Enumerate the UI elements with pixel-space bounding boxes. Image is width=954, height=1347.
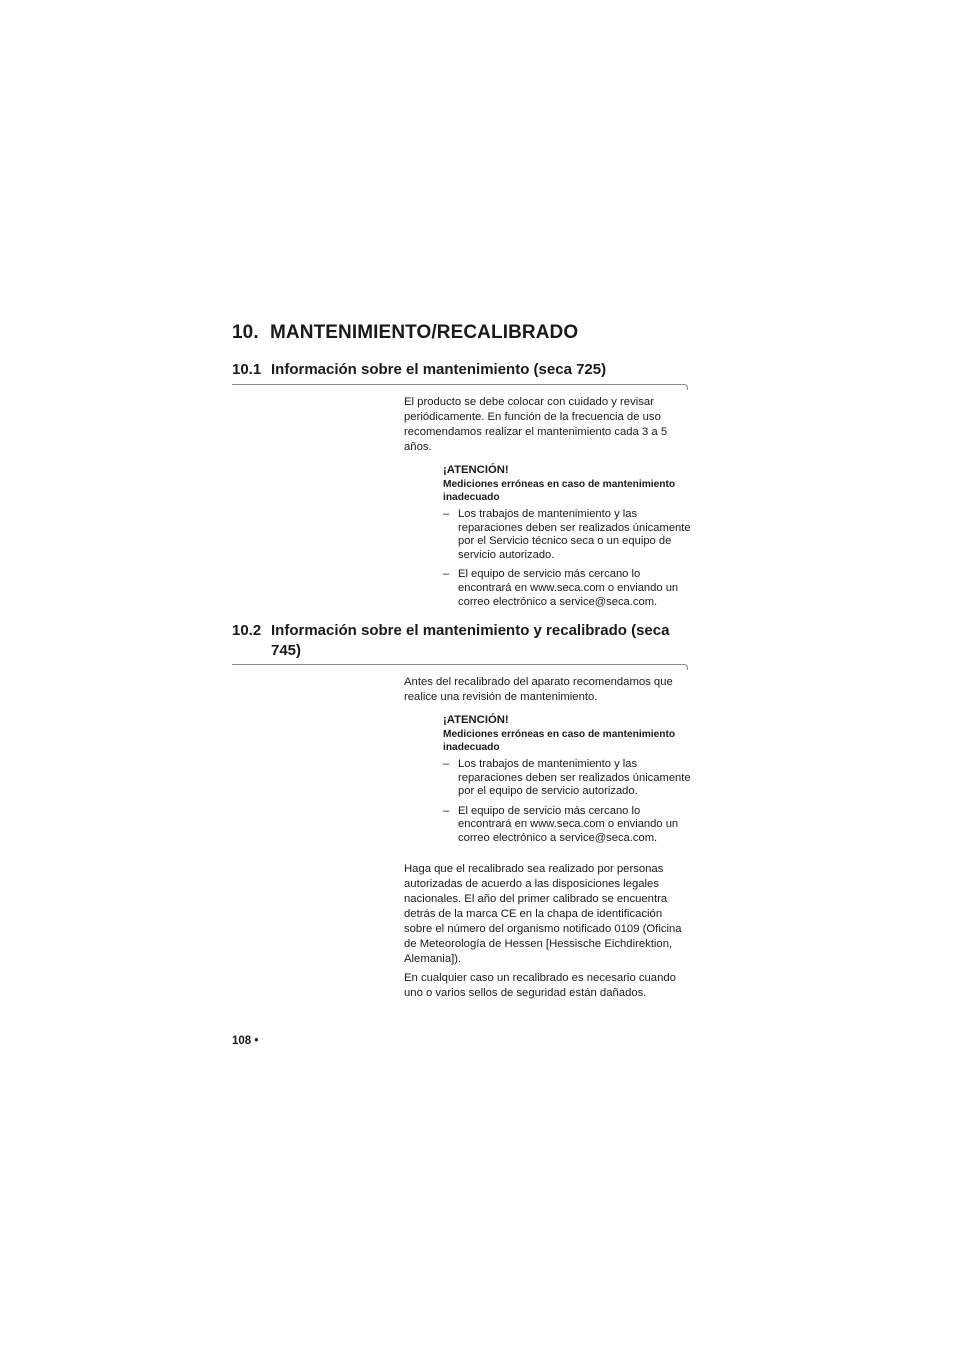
list-marker: – <box>443 804 450 817</box>
section-divider <box>232 384 684 385</box>
warning-subtitle: Mediciones erróneas en caso de mantenimiento inadecuado <box>443 729 676 753</box>
warning-list <box>443 508 693 609</box>
section-heading-10-2 <box>232 621 681 661</box>
section-number: 10.2 <box>232 622 262 639</box>
chapter-title-text: MANTENIMIENTO/RECALIBRADO <box>270 322 579 343</box>
page-number: 108 • <box>232 1035 259 1047</box>
warning-subtitle: Mediciones erróneas en caso de mantenimiento inadecuado <box>443 479 676 503</box>
list-marker: – <box>443 758 450 770</box>
chapter-number: 10. <box>232 322 259 343</box>
list-item <box>443 568 693 609</box>
list-item-text: Los trabajos de mantenimiento y las reparaciones deben ser realizados únicamente por el Servicio técnico seca o un equipo de servicio autorizado. <box>458 508 691 561</box>
section-2-paragraph-recalibration: Haga que el recalibrado sea realizado por personas autorizadas de acuerdo a las disposiciones legales nacionales. El año del primer calibrado se encuentra detrás de la marca CE en la chapa de identificación sobre el número del organismo notificado 0109 (Oficina de Meteorología de Hessen [Hessische Eichdirektion, Alemania]). <box>404 863 682 965</box>
list-item-text: Los trabajos de mantenimiento y las reparaciones deben ser realizados únicamente por el equipo de servicio autorizado. <box>458 758 691 798</box>
warning-list <box>443 758 693 846</box>
list-item <box>443 758 693 799</box>
section-title: Información sobre el mantenimiento (seca 725) <box>271 361 607 378</box>
list-item-text: El equipo de servicio más cercano lo encontrará en www.seca.com o enviando un correo electrónico a service@seca.com. <box>458 568 679 608</box>
list-marker: – <box>443 508 450 520</box>
section-1-paragraph: El producto se debe colocar con cuidado y revisar periódicamente. En función de la frecuencia de uso recomendamos realizar el mantenimiento cada 3 a 5 años. <box>404 396 668 453</box>
list-item <box>443 805 693 846</box>
section-title: Información sobre el mantenimiento y recalibrado (seca 745) <box>271 622 670 659</box>
list-item-text: El equipo de servicio más cercano lo encontrará en www.seca.com o enviando un correo electrónico a service@seca.com. <box>458 804 679 844</box>
warning-box <box>443 713 693 852</box>
section-2-paragraph-seals: En cualquier caso un recalibrado es necesario cuando uno o varios sellos de seguridad están dañados. <box>404 972 676 999</box>
warning-box <box>443 463 693 615</box>
section-divider <box>232 664 684 665</box>
section-heading-10-1 <box>232 360 681 380</box>
section-2-paragraph: Antes del recalibrado del aparato recomendamos que realice una revisión de mantenimiento. <box>404 676 673 703</box>
list-item <box>443 508 693 562</box>
section-number: 10.1 <box>232 361 262 378</box>
list-marker: – <box>443 568 450 581</box>
chapter-title <box>232 322 578 344</box>
warning-title: ¡ATENCIÓN! <box>443 714 509 726</box>
warning-title: ¡ATENCIÓN! <box>443 464 509 476</box>
